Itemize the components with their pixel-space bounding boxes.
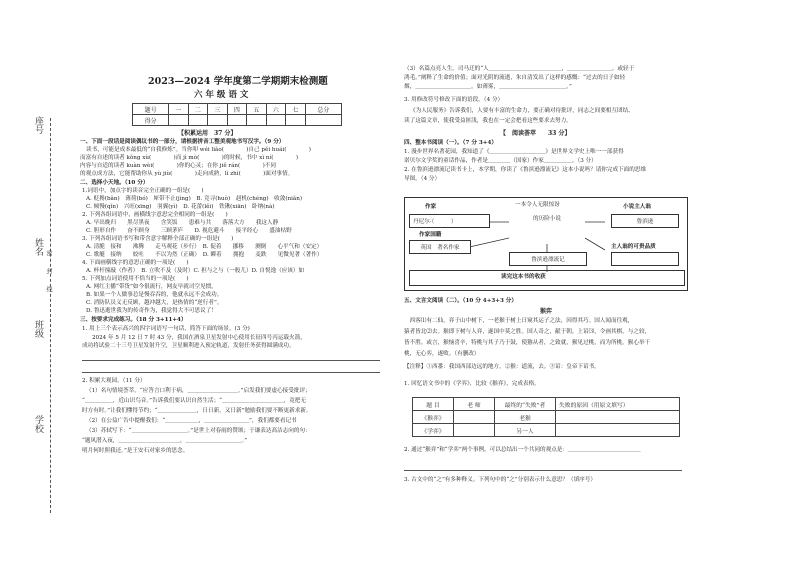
passage-title: 猴弈	[540, 308, 553, 315]
r-text: （3）名篇点亮人生。司马迁的“人＿＿＿＿＿＿＿＿＿＿＿＿＿，＿＿＿＿＿＿＿＿。或轻于	[404, 66, 635, 72]
q2-option: A. 早出晚归 黑尽黑夜 含笑饭 患难与共 落落大方 我这人静	[86, 220, 279, 226]
q1-heading: 一、下面一段话是阅读偶议书的一部分，请根据拼音工整美观地书写汉字。（9 分）	[80, 139, 285, 145]
comparison-cell: 老猴	[495, 411, 556, 424]
q3-text: “＿＿＿＿＿，近山识鸟音。”告诉我们要认识自然生活；“＿＿＿＿＿＿＿＿＿＿＿，竟把无	[82, 398, 306, 404]
comparison-cell	[454, 424, 495, 437]
comparison-cell: 另一人	[495, 424, 556, 437]
q2-heading: 二、选择小天地。（10 分）	[80, 180, 149, 186]
comparison-cell: 《猴弈》	[413, 411, 454, 424]
q5-item: 2. 通过“猴弈”和“学弈”两个事例，可以总结出一个共同的观点是：＿＿＿＿＿＿＿＿＿＿＿＿＿	[404, 447, 641, 453]
r-text: 《为人民服务》告诉我们，人要有丰富的生命力，要正确对待批评，同志之间要相互团结、	[410, 108, 634, 114]
protagonist-label: 小说主人翁	[623, 204, 651, 210]
exam-title: 2023—2024 学年度第二学期期末检测题	[148, 76, 328, 87]
q2-option: A. 网红主播“带货”如今很流行，网友早就司空见惯。	[86, 284, 217, 290]
q1-line: 而富有自述的读者 kǒng xù( )而 jì mò( )的时候，书中 xì ní( )	[80, 155, 299, 161]
work-box: 英国 著名作家	[409, 240, 471, 254]
q2-item: 5. 下列加点词语使用不恰当的一项是( )	[82, 276, 189, 282]
q3-text: “题风潜入夜，＿＿＿＿＿＿＿＿＿＿＿，＿＿＿＿＿＿＿＿＿＿。”	[82, 438, 248, 444]
q2-option: C. 倾慢(qǐn) 兴旺(xīng) 羽翼(yì) D. 花蕾(lěi) 铁锹(xiān) 卧纳(nà)	[86, 204, 275, 210]
score-header-cell: 总分	[305, 104, 341, 115]
author-label: 作家	[425, 204, 437, 210]
quality-box	[611, 252, 679, 266]
name-label: 姓名	[33, 238, 43, 256]
connector-line	[465, 238, 509, 248]
q2-option: A. 清脆 接和 沸腾 走马观花（步行） B. 促着 挪移 测倒 心平气和（安定）	[86, 244, 323, 250]
q1-line: 读书，可能是成本最低的“自我修炼”。当你叩 wéi liǎo( )自己 pěi huái( )	[86, 147, 311, 153]
r-text: 鸿毛。”阐释了生命的价值；面对光阴的流逝，朱自清发出了这样的感慨：“过去的日子如轻	[404, 75, 626, 81]
passage-notes: 【注释】①西番：我国西部边远的地方。②猴：道流，去。③诏：皇帝下诏书。	[404, 364, 600, 370]
q2-option: C. 胆形自作 奋不顾身 三顾茅庐 D. 视危避斗 接平经心 盛油枯野	[86, 228, 292, 234]
q3-item: 1. 用上三个表示高兴的四字词语写一句话，简答下面的场景。(3 分)	[82, 326, 250, 332]
connector-line	[585, 238, 605, 250]
q3-text: 时方有时。”让我们懂得节约；“＿＿＿＿＿＿＿，日日新，又日新”勉励我们要不断更新求新。	[82, 408, 312, 414]
score-header-cell: 题号	[133, 104, 169, 115]
q3-item: 2. 积累大观园。（11 分）	[82, 378, 146, 384]
comparison-cell	[454, 411, 495, 424]
q2-item: 1.词语中，加点字的读音完全正确的一组是( )	[82, 188, 204, 194]
q1-line: 内容与自适的读者 kuàn wèi( )你的心灵；在你 jiě rán( )不同	[80, 163, 276, 169]
score-cell	[247, 115, 267, 126]
comparison-header-cell: 老 师	[454, 398, 495, 411]
school-label: 学校	[33, 415, 43, 433]
q3-text: （2）在公益广告中提醒我们：“＿＿＿＿＿＿，＿＿＿＿＿＿＿＿”，我们都要看记书	[86, 418, 297, 424]
protagonist-box: 鲁滨逊	[611, 214, 679, 228]
seat-label: 座号	[33, 116, 43, 134]
comparison-header-cell: 失败的原因（用原文填写）	[556, 398, 680, 411]
mind-map	[404, 197, 688, 291]
q3-text: 2024 年 5 月 12 日 7 时 43 分，我国在酒泉卫星发射中心使用长征四号丙运载火箭，	[92, 335, 306, 341]
q3-text: （1）名句情境荟萃。“应答言口利于病，＿＿＿＿＿＿＿＿＿。”启发我们要虚心接受批评；	[86, 388, 311, 394]
comparison-table	[412, 397, 680, 437]
q4-item: 1. 漫步世界名著花园，我知道了《＿＿＿＿＿＿＿＿＿＿》是世界文学史上唯一一部获得	[404, 149, 624, 155]
comparison-cell	[556, 424, 680, 437]
r-text: 烟，＿＿＿＿＿＿＿＿＿＿，如薄雾，＿＿＿＿＿＿＿＿＿＿＿＿。”	[404, 84, 572, 90]
q2-option: A. 杯杆撞敲（作者） B. 立吹不及（及时）C. 担与之与（一般儿）D. 自悦逸（应该）如	[86, 268, 305, 274]
gain-label: 读完这本书的收获	[501, 274, 546, 280]
comparison-header-cell: 题 目	[413, 398, 454, 411]
q5-item: 1. 回忆语文书中的《学弈》，比较《猴弈》，完成表格。	[404, 381, 540, 387]
score-cell	[305, 115, 341, 126]
seal-dash-line	[50, 118, 51, 513]
answer-line	[82, 360, 380, 361]
q3-text: 明月何时照我还。”是王安石对家乡的思念。	[82, 448, 189, 454]
comparison-cell	[556, 411, 680, 424]
score-header-cell: 三	[208, 104, 228, 115]
q2-option: D. 鲁迅逝世我为的传奇作为，我觉得大不可思议了！	[86, 308, 217, 314]
author-box: 丹尼尔·（ ）	[409, 214, 490, 228]
section2-heading: 【 阅读荟萃 33 分】	[500, 130, 571, 137]
score-cell	[286, 115, 306, 126]
q3-text: （3）苏轼写下：“＿＿＿＿＿＿＿＿＿＿。”是世上对春雨的赞颂；于谦表达高洁志向的句：	[86, 428, 311, 434]
answer-line	[404, 470, 682, 471]
q2-option: C. 歌艇 接纳 姣吐 不以为然（正确） D. 瞬着 拥抱 麦跌 见微见著（著作）	[86, 252, 323, 258]
center-mid-text: 的历险小说	[533, 216, 561, 222]
score-table	[132, 103, 342, 126]
score-cell	[266, 115, 286, 126]
q4-text: 诺贝尔文学奖的童话作品，作者是＿＿＿＿（国家）作家＿＿＿＿＿。（3 分）	[404, 158, 597, 164]
score-header-cell: 七	[286, 104, 306, 115]
r-item: 3. 用修改符号修改下面的语段。（4 分）	[404, 97, 504, 103]
q2-item: 4. 下面画横线字的意思正确的一项是( )	[82, 260, 189, 266]
q1-line: 的观点成方法，它能帮助你从 yù jiù( )走向成熟，lì zhì( )面对事情。	[80, 171, 294, 177]
q4-item: 2. 在鲁滨逊漂流记读书卡上，本学期，你读了《鲁滨逊漂流记》这本小说吗？请你完成下面的思维	[404, 167, 647, 173]
comparison-cell: 《学弈》	[413, 424, 454, 437]
score-header-cell: 一	[169, 104, 189, 115]
book-box: 鲁滨逊漂流记	[509, 252, 587, 266]
score-header-cell: 四	[227, 104, 247, 115]
section1-heading: 【积累运用 37 分】	[178, 130, 237, 137]
exam-subject: 六 年 级 语 文	[194, 90, 249, 100]
seal-line-label: 密 封 线	[45, 250, 52, 292]
q5-heading: 五、文言文阅读（二）。（10 分 4+3+3 分）	[404, 298, 517, 304]
r-text: 读了这篇文章，使我受益匪浅，我也在一定会把看这些要求去努力。	[404, 118, 572, 124]
q2-option: A. 贬搀(bǎn) 薄荷(bó) 犀带不止(jìng) B. 竞寻(huò) 赳机(chéng) 收敛(niǎn)	[86, 196, 303, 202]
binding-column	[28, 116, 52, 500]
passage-line: 西客⑴有二仙，弈于山中树下，一老猴于树上日窥其运子之法，因得其巧。国人闻而往观，	[404, 318, 634, 324]
class-label: 班级	[33, 320, 43, 338]
work-label: 作家国籍	[419, 232, 442, 238]
q3-text: 成功将试验二十三号卫星发射升空，卫星顺利进入预定轨道，发射任务获得圆满成功。	[82, 343, 295, 349]
comparison-header-cell: 最终的“失败”者	[495, 398, 556, 411]
q3-heading: 三、按要求完成练习。（18 分 3+11+4）	[80, 317, 187, 323]
score-cell	[208, 115, 228, 126]
q2-item: 2. 下列各组词语中，画横线字意思完全相同的一组是( )	[82, 212, 228, 218]
score-cell	[169, 115, 189, 126]
score-cell	[227, 115, 247, 126]
score-header-cell: 五	[247, 104, 267, 115]
answer-line	[82, 372, 380, 373]
score-row-label: 得分	[133, 115, 169, 126]
q2-option: C. 消防队员义无反顾，越冲越大，是热情的“逆行者”。	[86, 300, 223, 306]
score-header-cell: 二	[188, 104, 208, 115]
center-top-text: 一本令人无限惊讶	[515, 202, 560, 208]
score-header-cell: 六	[266, 104, 286, 115]
passage-line: 桃，无心弈，遂败。（有删改）	[404, 351, 480, 357]
q2-option: B. 如果一个人做事总是慢吞吞的，他就永远不会成功。	[86, 292, 223, 298]
passage-line: 猿者皆北⑵去。猴即下树与人弈，遂国中莫之胜。国人奇之，献于朝。上诏⑶，令画其棋，与之较，	[404, 329, 651, 335]
score-cell	[188, 115, 208, 126]
q2-item: 3. 下列各组词语书写和带含意字解释全部正确的一组是( )	[82, 236, 234, 242]
passage-line: 皆不胜。或言，猴恼喜辛，特桃与其子乃于鼓，使猕从者，之致就，猴见过桃，而为所桃，猴心举干	[404, 340, 651, 346]
q4-heading: 四、整本书阅读（一）。（7 分 3+4）	[404, 140, 497, 146]
gain-box	[409, 270, 685, 286]
quality-label: 主人翁的可贵品质	[611, 244, 656, 250]
q4-text: 导图。（4 分）	[404, 176, 441, 182]
q5-item: 3. 古文中的“之”有多种释义。下列句中的“之”分别表示什么意思？（填序号）	[404, 477, 596, 483]
